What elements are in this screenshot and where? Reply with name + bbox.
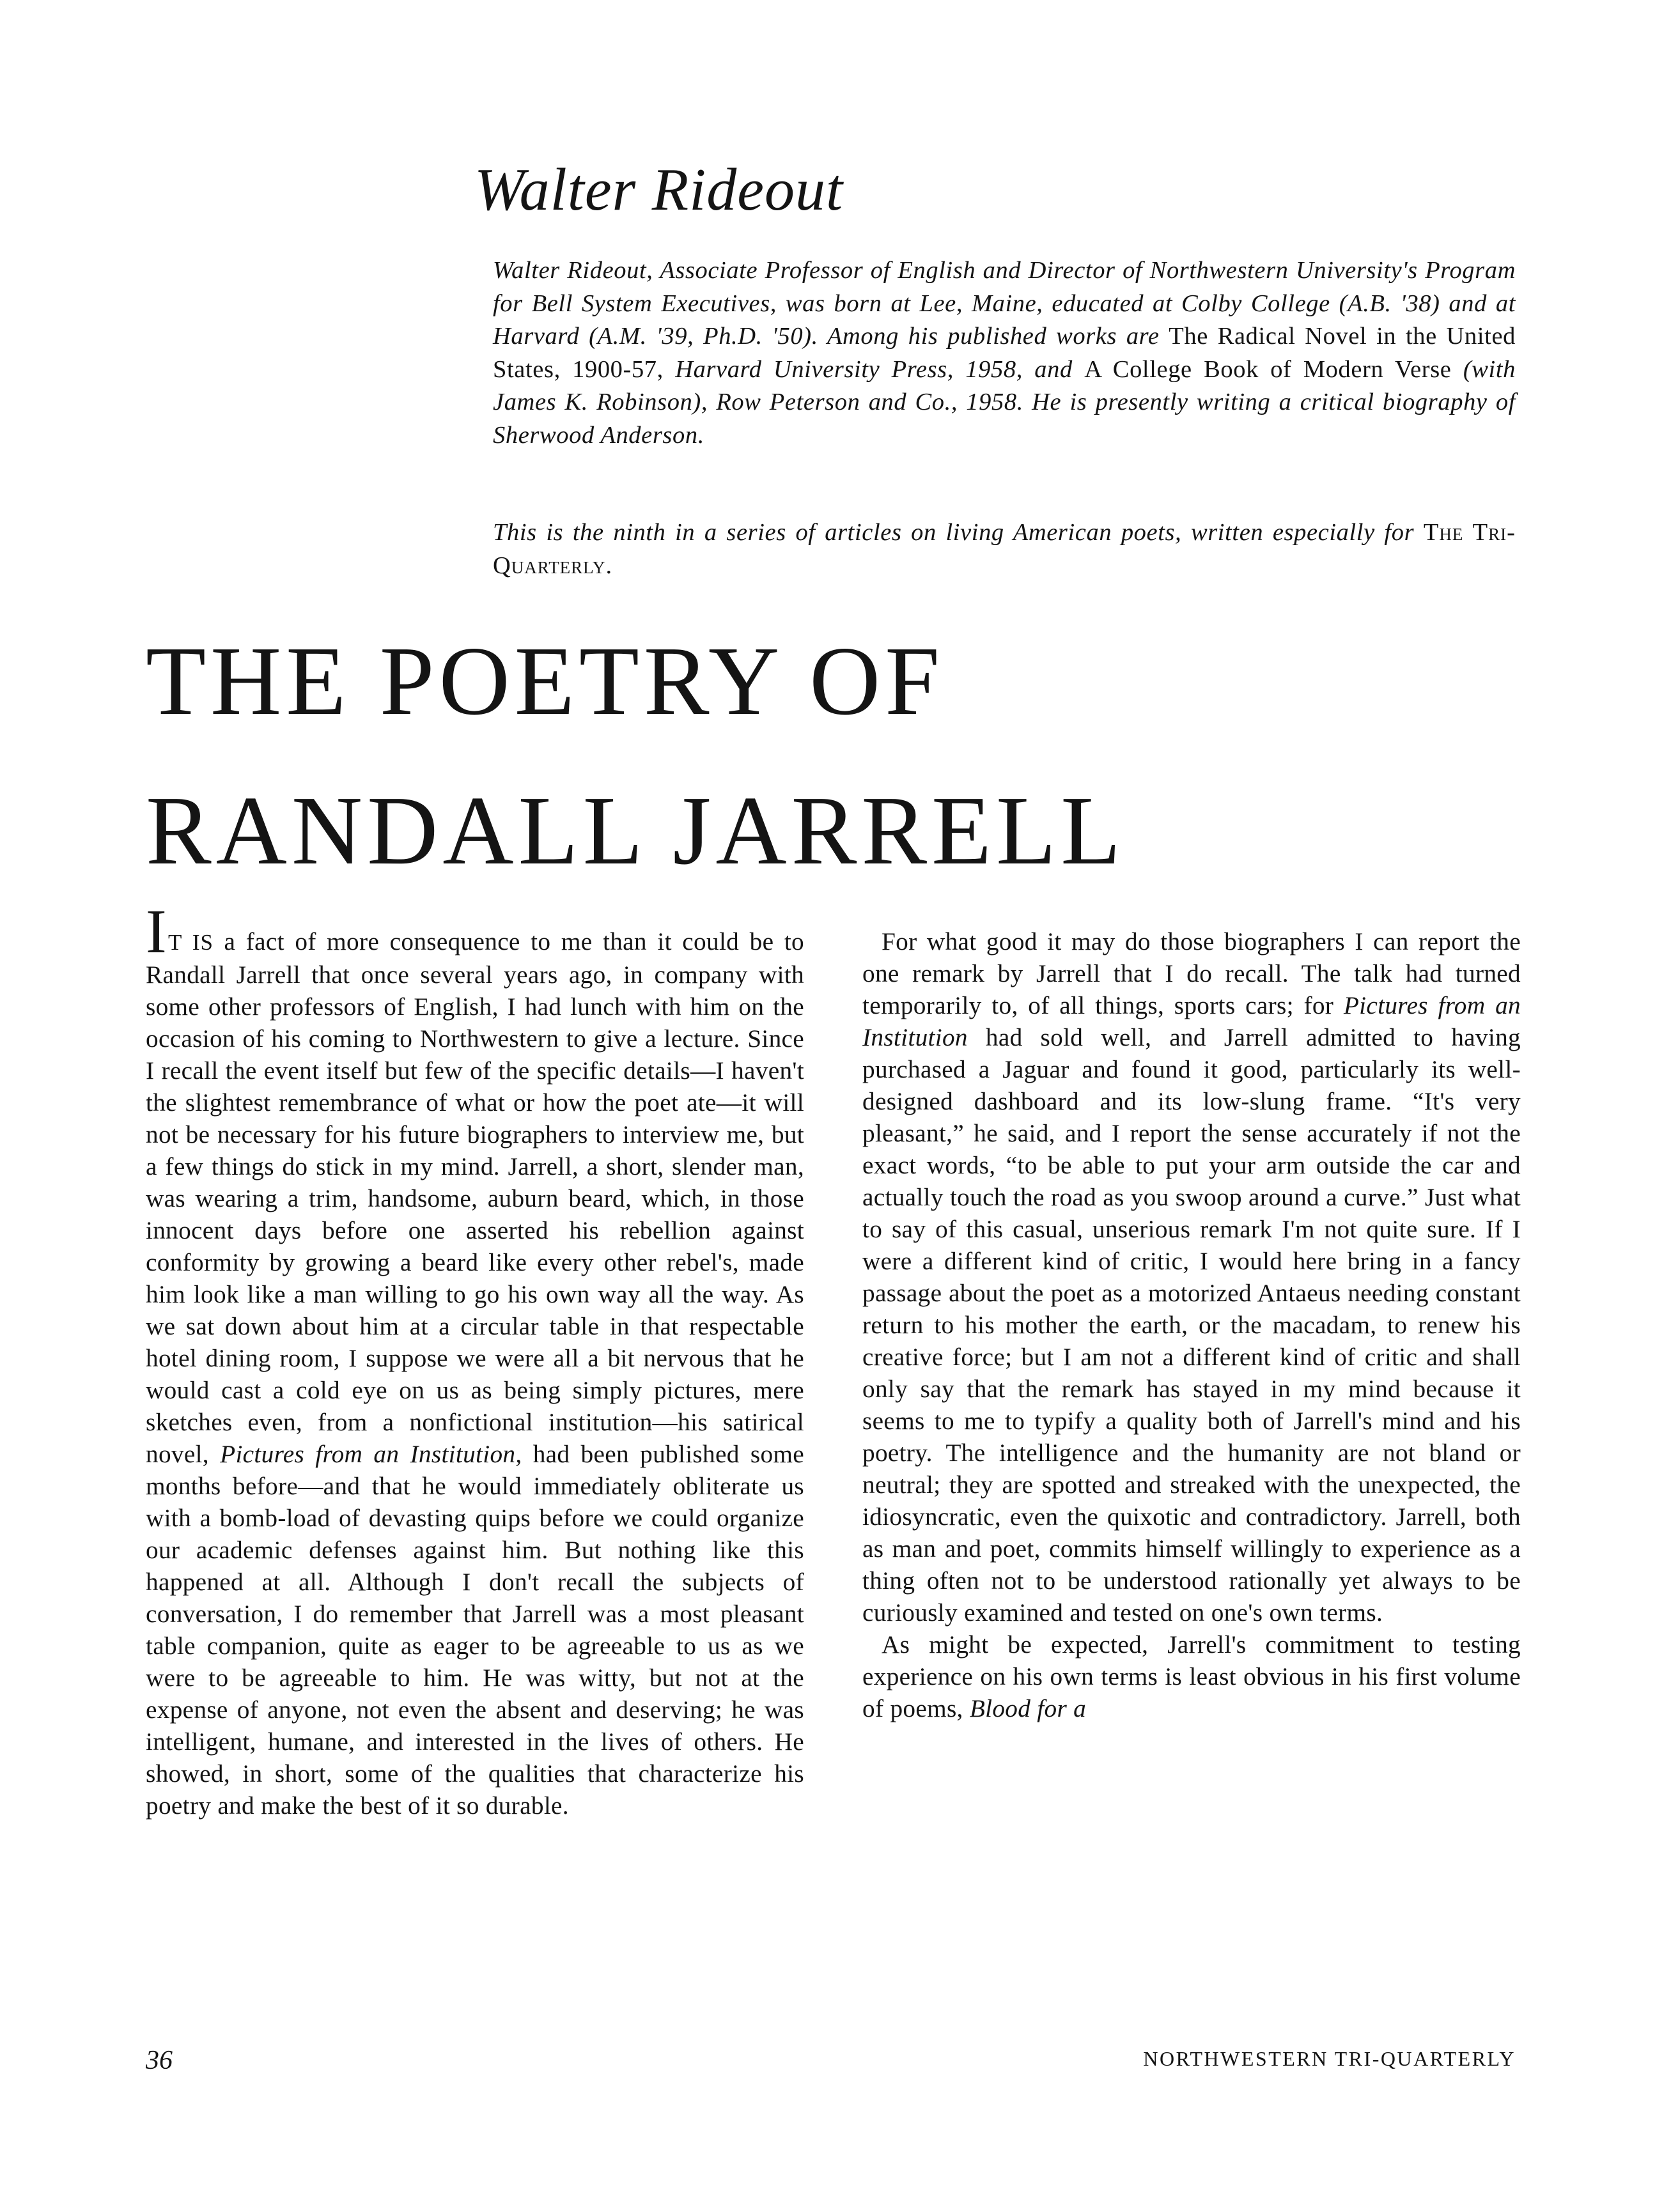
bio-text: Walter Rideout, Associate Professor of English and Director of Northwestern University's Program for Bell System Executives, was born at Lee, Maine, educated at Colby College (A.B. '38) and at Harvard (A.M. '39, Ph.D. '50). Among his published works are (493, 257, 1516, 350)
paragraph-text: As might be expected, Jarrell's commitment to testing experience on his own terms is least obvious in his first volume of poems, (862, 1630, 1521, 1722)
article-column-left (146, 897, 804, 1821)
paragraph-text: For what good it may do those biographers I can report the one remark by Jarrell that I do recall. The talk had turned temporarily to, of all things, sports cars; for (862, 927, 1521, 1019)
article-title (146, 627, 1126, 885)
series-note (493, 516, 1516, 582)
paragraph-text: a fact of more consequence to me than it could be to Randall Jarrell that once several years ago, in company with some other professors of English, I had lunch with him on the occasion of his coming to Northwestern to give a lecture. Since I recall the event itself but few of the specific details—I haven't the slightest remembrance of what or how the poet ate—it will not be necessary for his future biographers to interview me, but a few things do stick in my mind. Jarrell, a short, slender man, was wearing a trim, handsome, auburn beard, which, in those innocent days before one asserted his rebellion against conformity by growing a beard like every other rebel's, made him look like a man willing to go his own way all the way. As we sat down about him at a circular table in that respectable hotel dining room, I suppose we were all a bit nervous that he would cast a cold eye on us as being simply pictures, mere sketches even, from a nonfictional institution—his satirical novel, (146, 927, 804, 1468)
page-number: 36 (146, 2046, 173, 2075)
running-footer: NORTHWESTERN TRI-QUARTERLY (1143, 2047, 1516, 2070)
article-title-line-2: RANDALL JARRELL (146, 777, 1126, 885)
journal-name: The Tri-Quarterly. (493, 519, 1516, 579)
series-note-text: This is the ninth in a series of articles on living American poets, written especially for (493, 519, 1415, 546)
lead-in-caps: T IS (167, 930, 214, 955)
article-column-right (862, 925, 1521, 1724)
novel-title: Pictures from an Institution, (220, 1440, 522, 1468)
novel-title: Pictures from an Institution (862, 991, 1521, 1051)
book-title: The Radical Novel in the United States, 1900-57, (493, 323, 1516, 383)
author-bio (493, 254, 1516, 452)
paragraph-text: had sold well, and Jarrell admitted to having purchased a Jaguar and found it good, particularly its well-designed dashboard and its low-slung frame. “It's very pleasant,” he said, and I report the sense accurately if not the exact words, “to be able to put your arm outside the car and actually touch the road as you swoop around a curve.” Just what to say of this casual, unserious remark I'm not quite sure. If I were a different kind of critic, I would here bring in a fancy passage about the poet as a motorized Antaeus needing constant return to his mother the earth, or the macadam, to renew his creative force; but I am not a different kind of critic and shall only say that the remark has stayed in my mind because it seems to me to typify a quality both of Jarrell's mind and his poetry. The intelligence and the humanity are not bland or neutral; they are spotted and streaked with the unexpected, the idiosyncratic, even the quixotic and contradictory. Jarrell, both as man and poet, commits himself willingly to experience as a thing often not to be understood rationally yet always to be curiously examined and tested on one's own terms. (862, 1023, 1521, 1627)
article-paragraph (862, 925, 1521, 1628)
article-paragraph (862, 1628, 1521, 1724)
bio-text: (with James K. Robinson), Row Peterson and Co., 1958. He is presently writing a critical biography of Sherwood Anderson. (493, 355, 1516, 449)
book-title: A College Book of Modern Verse (1084, 355, 1452, 383)
author-name: Walter Rideout (474, 157, 844, 223)
book-title: Blood for a (969, 1694, 1087, 1722)
bio-text: Harvard University Press, 1958, and (675, 355, 1073, 383)
article-paragraph (146, 897, 804, 1821)
paragraph-text: had been published some months before—and that he would immediately obliterate us with a bomb-load of devasting quips before we could organize our academic defenses against him. But nothing like this happened at all. Although I don't recall the subjects of conversation, I do remember that Jarrell was a most pleasant table companion, quite as eager to be agreeable to us as we were to be agreeable to him. He was witty, but not at the expense of anyone, not even the absent and deserving; he was intelligent, humane, and interested in the lives of others. He showed, in short, some of the qualities that characterize his poetry and make the best of it so durable. (146, 1440, 804, 1820)
drop-cap: I (146, 897, 167, 966)
article-title-line-1: THE POETRY OF (146, 627, 944, 736)
